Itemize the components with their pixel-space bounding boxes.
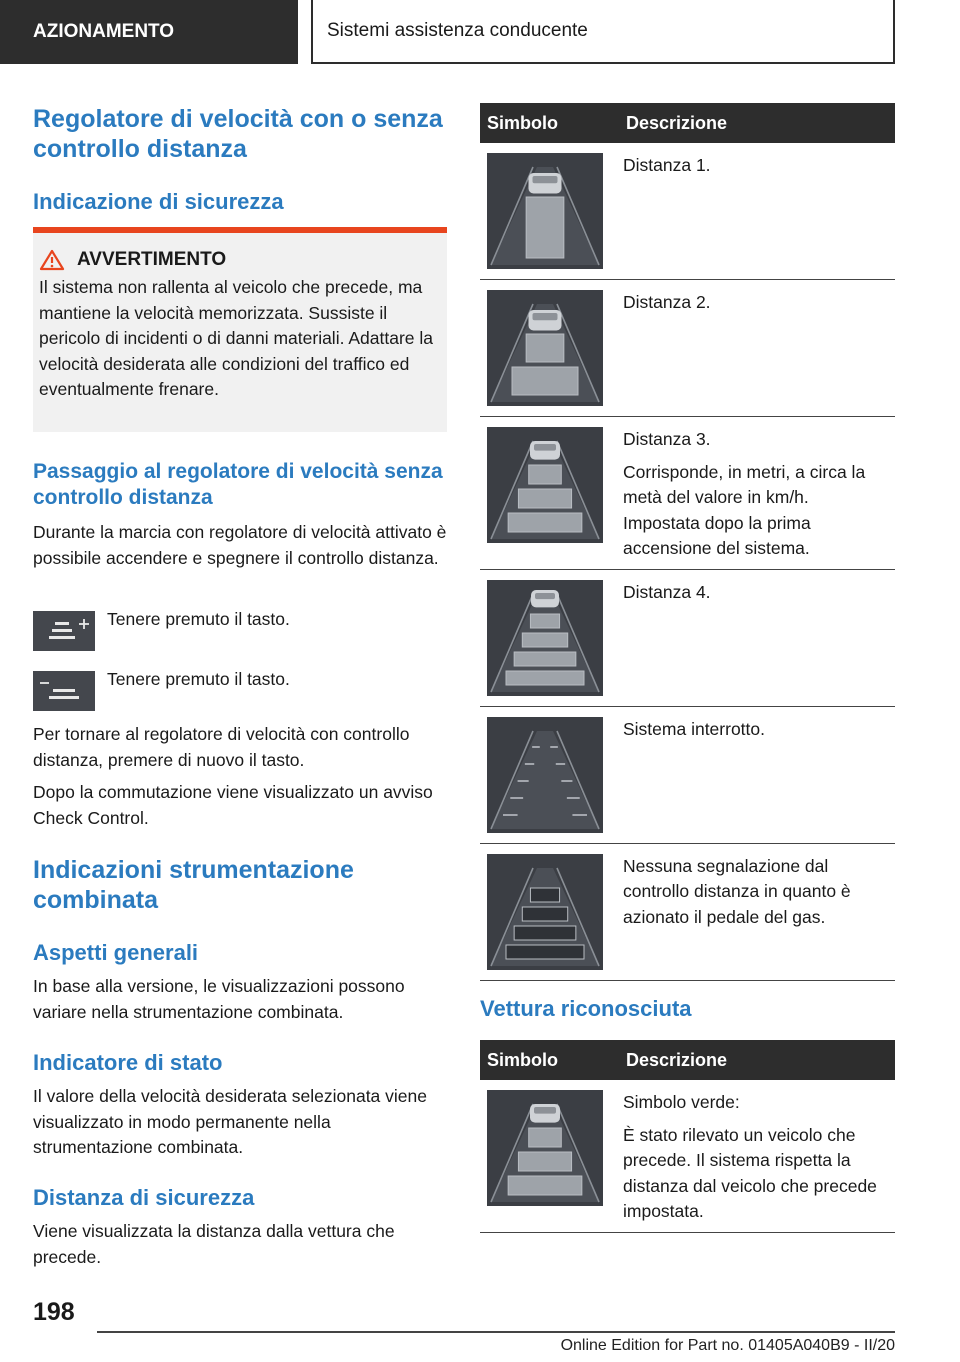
table-row [480,143,895,280]
footer-divider [97,1331,895,1333]
status-text: Il valore della velocità desiderata selezionata viene visualizzato in modo permanente nella strumentazione combinata. [33,1086,427,1157]
row-desc: Simbolo verde: [623,1092,740,1112]
warning-box [33,227,447,432]
col-desc-header: Descrizione [619,1040,895,1080]
distance-3-icon [487,427,603,543]
vehicle-symbol-table [480,1040,895,1233]
return-text: Per tornare al regolatore di velocità con controllo distanza, premere di nuovo il tasto. [33,724,410,770]
section-tab [0,0,298,64]
section-title: AZIONAMENTO [33,21,175,42]
distance-2-icon [487,290,603,406]
row-desc: Sistema interrotto. [623,718,765,739]
table-row [480,706,895,843]
distance-heading: Distanza di sicurezza [33,1185,255,1210]
warning-label: AVVERTIMENTO [77,249,227,270]
main-title: Regolatore di velocità con o senza controllo distanza [33,105,443,163]
distance-plus-button-icon [33,611,95,651]
row-desc: Distanza 2. [623,292,711,312]
distance-minus-button-icon [33,671,95,711]
cluster-heading: Indicazioni strumentazione combinata [33,856,354,914]
row-desc-detail: È stato rilevato un veicolo che precede. Il sistema rispetta la distanza dal veicolo che precede impostata. [623,1124,877,1221]
page-number: 198 [33,1298,75,1326]
distance-symbol-table [480,103,895,981]
safety-heading: Indicazione di sicurezza [33,189,284,214]
col-desc-header: Descrizione [619,103,895,143]
warning-triangle-icon [39,249,65,271]
vehicle-heading: Vettura riconosciuta [480,996,692,1021]
table-row [480,1080,895,1232]
row-desc: Nessuna segnalazione dal controllo distanza in quanto è azionato il pedale del gas. [623,855,851,927]
distance-4-icon [487,580,603,696]
distance-text: Viene visualizzata la distanza dalla vettura che precede. [33,1221,395,1267]
button-minus-text: Tenere premuto il tasto. [107,669,290,689]
accelerator-override-icon [487,854,603,970]
table-row [480,417,895,570]
button-plus-text: Tenere premuto il tasto. [107,609,290,629]
table-row [480,280,895,417]
table-header-row [480,103,895,143]
edition-note: Online Edition for Part no. 01405A040B9 - II/20 [560,1337,895,1354]
col-symbol-header: Simbolo [480,1040,619,1080]
status-heading: Indicatore di stato [33,1050,223,1075]
chapter-title: Sistemi assistenza conducente [327,20,588,41]
warning-header [39,249,437,271]
table-row [480,569,895,706]
row-desc: Distanza 3. [623,429,711,449]
switch-text: Durante la marcia con regolatore di velocità attivato è possibile accendere e spegnere il controllo distanza. [33,522,447,568]
row-desc: Distanza 4. [623,581,711,602]
warning-text: Il sistema non rallenta al veicolo che precede, ma mantiene la velocità memorizzata. Sussiste il pericolo di incidenti o di danni materiali. Adattare la velocità desiderata alle condizioni del traffico ed eventualmente frenare. [39,277,433,399]
vehicle-detected-icon [487,1090,603,1206]
general-text: In base alla versione, le visualizzazioni possono variare nella strumentazione combinata. [33,976,405,1022]
table-header-row [480,1040,895,1080]
row-desc-detail: Corrisponde, in metri, a circa la metà del valore in km/h. Impostata dopo la prima accensione del sistema. [623,461,866,558]
system-interrupted-icon [487,717,603,833]
general-heading: Aspetti generali [33,940,199,965]
col-symbol-header: Simbolo [480,103,619,143]
table-row [480,843,895,980]
switch-heading: Passaggio al regolatore di velocità senza controllo distanza [33,460,443,509]
chapter-tab [311,0,895,64]
checkcontrol-text: Dopo la commutazione viene visualizzato un avviso Check Control. [33,782,433,828]
distance-1-icon [487,153,603,269]
row-desc: Distanza 1. [623,155,711,175]
